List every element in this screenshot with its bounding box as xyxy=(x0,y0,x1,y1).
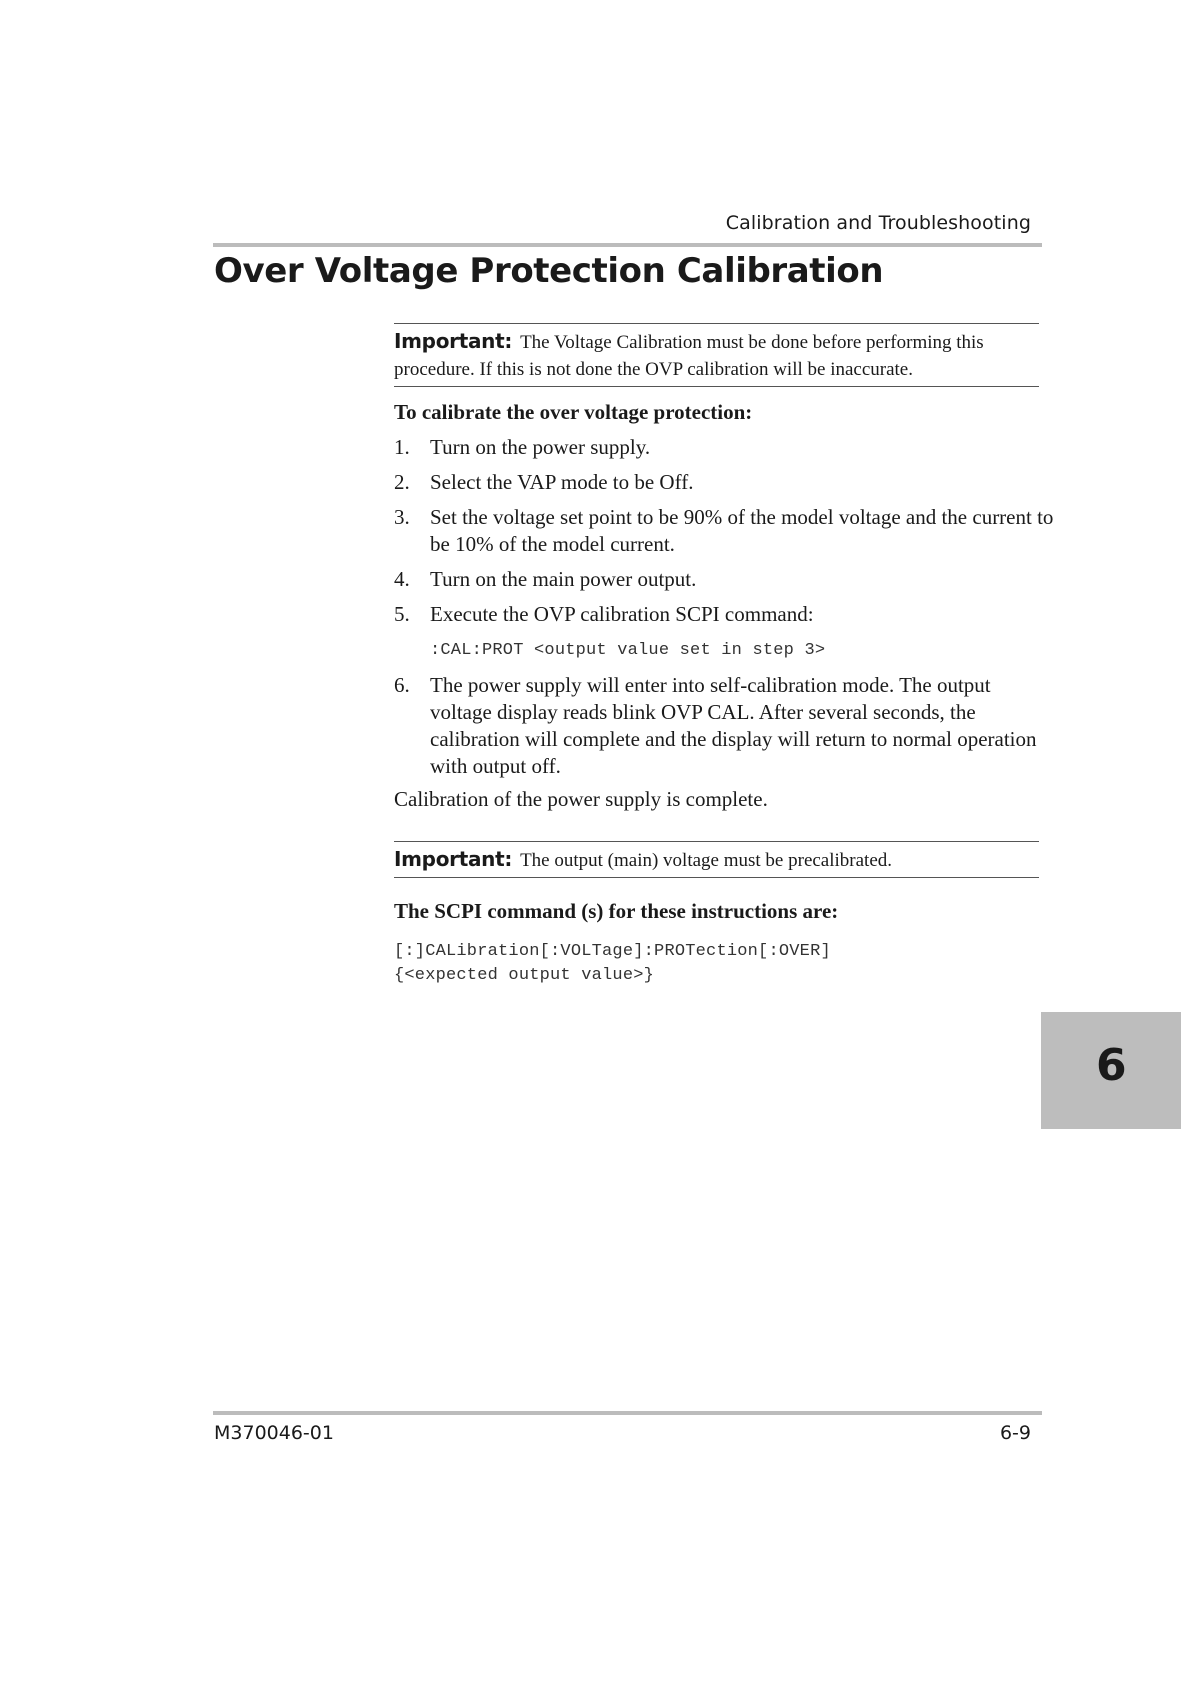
page-title: Over Voltage Protection Calibration xyxy=(214,251,884,291)
step-number: 5. xyxy=(394,602,410,626)
step-text: Execute the OVP calibration SCPI command: xyxy=(430,602,814,626)
important-note xyxy=(394,841,1039,878)
important-label: Important: xyxy=(394,329,513,353)
important-text: The output (main) voltage must be precalibrated. xyxy=(520,850,893,871)
chapter-number: 6 xyxy=(1096,1040,1127,1091)
scpi-command-line: [:]CALibration[:VOLTage]:PROTection[:OVER] xyxy=(394,942,831,961)
important-text: The Voltage Calibration must be done before performing this procedure. If this is not done the OVP calibration will be inaccurate. xyxy=(394,332,984,380)
step-number: 2. xyxy=(394,470,410,494)
scpi-command-block xyxy=(394,940,831,988)
step-code: :CAL:PROT <output value set in step 3> xyxy=(430,641,826,660)
scpi-heading: The SCPI command (s) for these instructions are: xyxy=(394,899,839,923)
step-item xyxy=(394,672,1054,780)
step-text: Turn on the power supply. xyxy=(430,435,651,459)
completion-text: Calibration of the power supply is complete. xyxy=(394,787,768,811)
step-number: 6. xyxy=(394,673,410,697)
step-text: Turn on the main power output. xyxy=(430,567,697,591)
important-label: Important: xyxy=(394,847,513,871)
step-number: 4. xyxy=(394,567,410,591)
scpi-command-line: {<expected output value>} xyxy=(394,966,655,985)
page-number: 6-9 xyxy=(999,1422,1031,1444)
important-note xyxy=(394,323,1039,387)
chapter-tab xyxy=(1041,1012,1181,1129)
document-number: M370046-01 xyxy=(214,1422,334,1444)
running-header: Calibration and Troubleshooting xyxy=(725,212,1031,234)
step-item xyxy=(394,601,1054,664)
step-text: Select the VAP mode to be Off. xyxy=(430,470,694,494)
step-item xyxy=(394,434,1054,461)
step-text: Set the voltage set point to be 90% of the model voltage and the current to be 10% of the model current. xyxy=(430,505,1054,556)
step-number: 3. xyxy=(394,505,410,529)
step-item xyxy=(394,469,1054,496)
step-text: The power supply will enter into self-calibration mode. The output voltage display reads blink OVP CAL. After several seconds, the calibration will complete and the display will return to normal operation with output off. xyxy=(430,673,1037,778)
step-item xyxy=(394,566,1054,593)
step-number: 1. xyxy=(394,435,410,459)
footer-rule xyxy=(213,1411,1042,1415)
procedure-steps xyxy=(394,434,1054,788)
step-item xyxy=(394,504,1054,558)
procedure-heading: To calibrate the over voltage protection: xyxy=(394,400,753,424)
header-rule xyxy=(213,243,1042,247)
